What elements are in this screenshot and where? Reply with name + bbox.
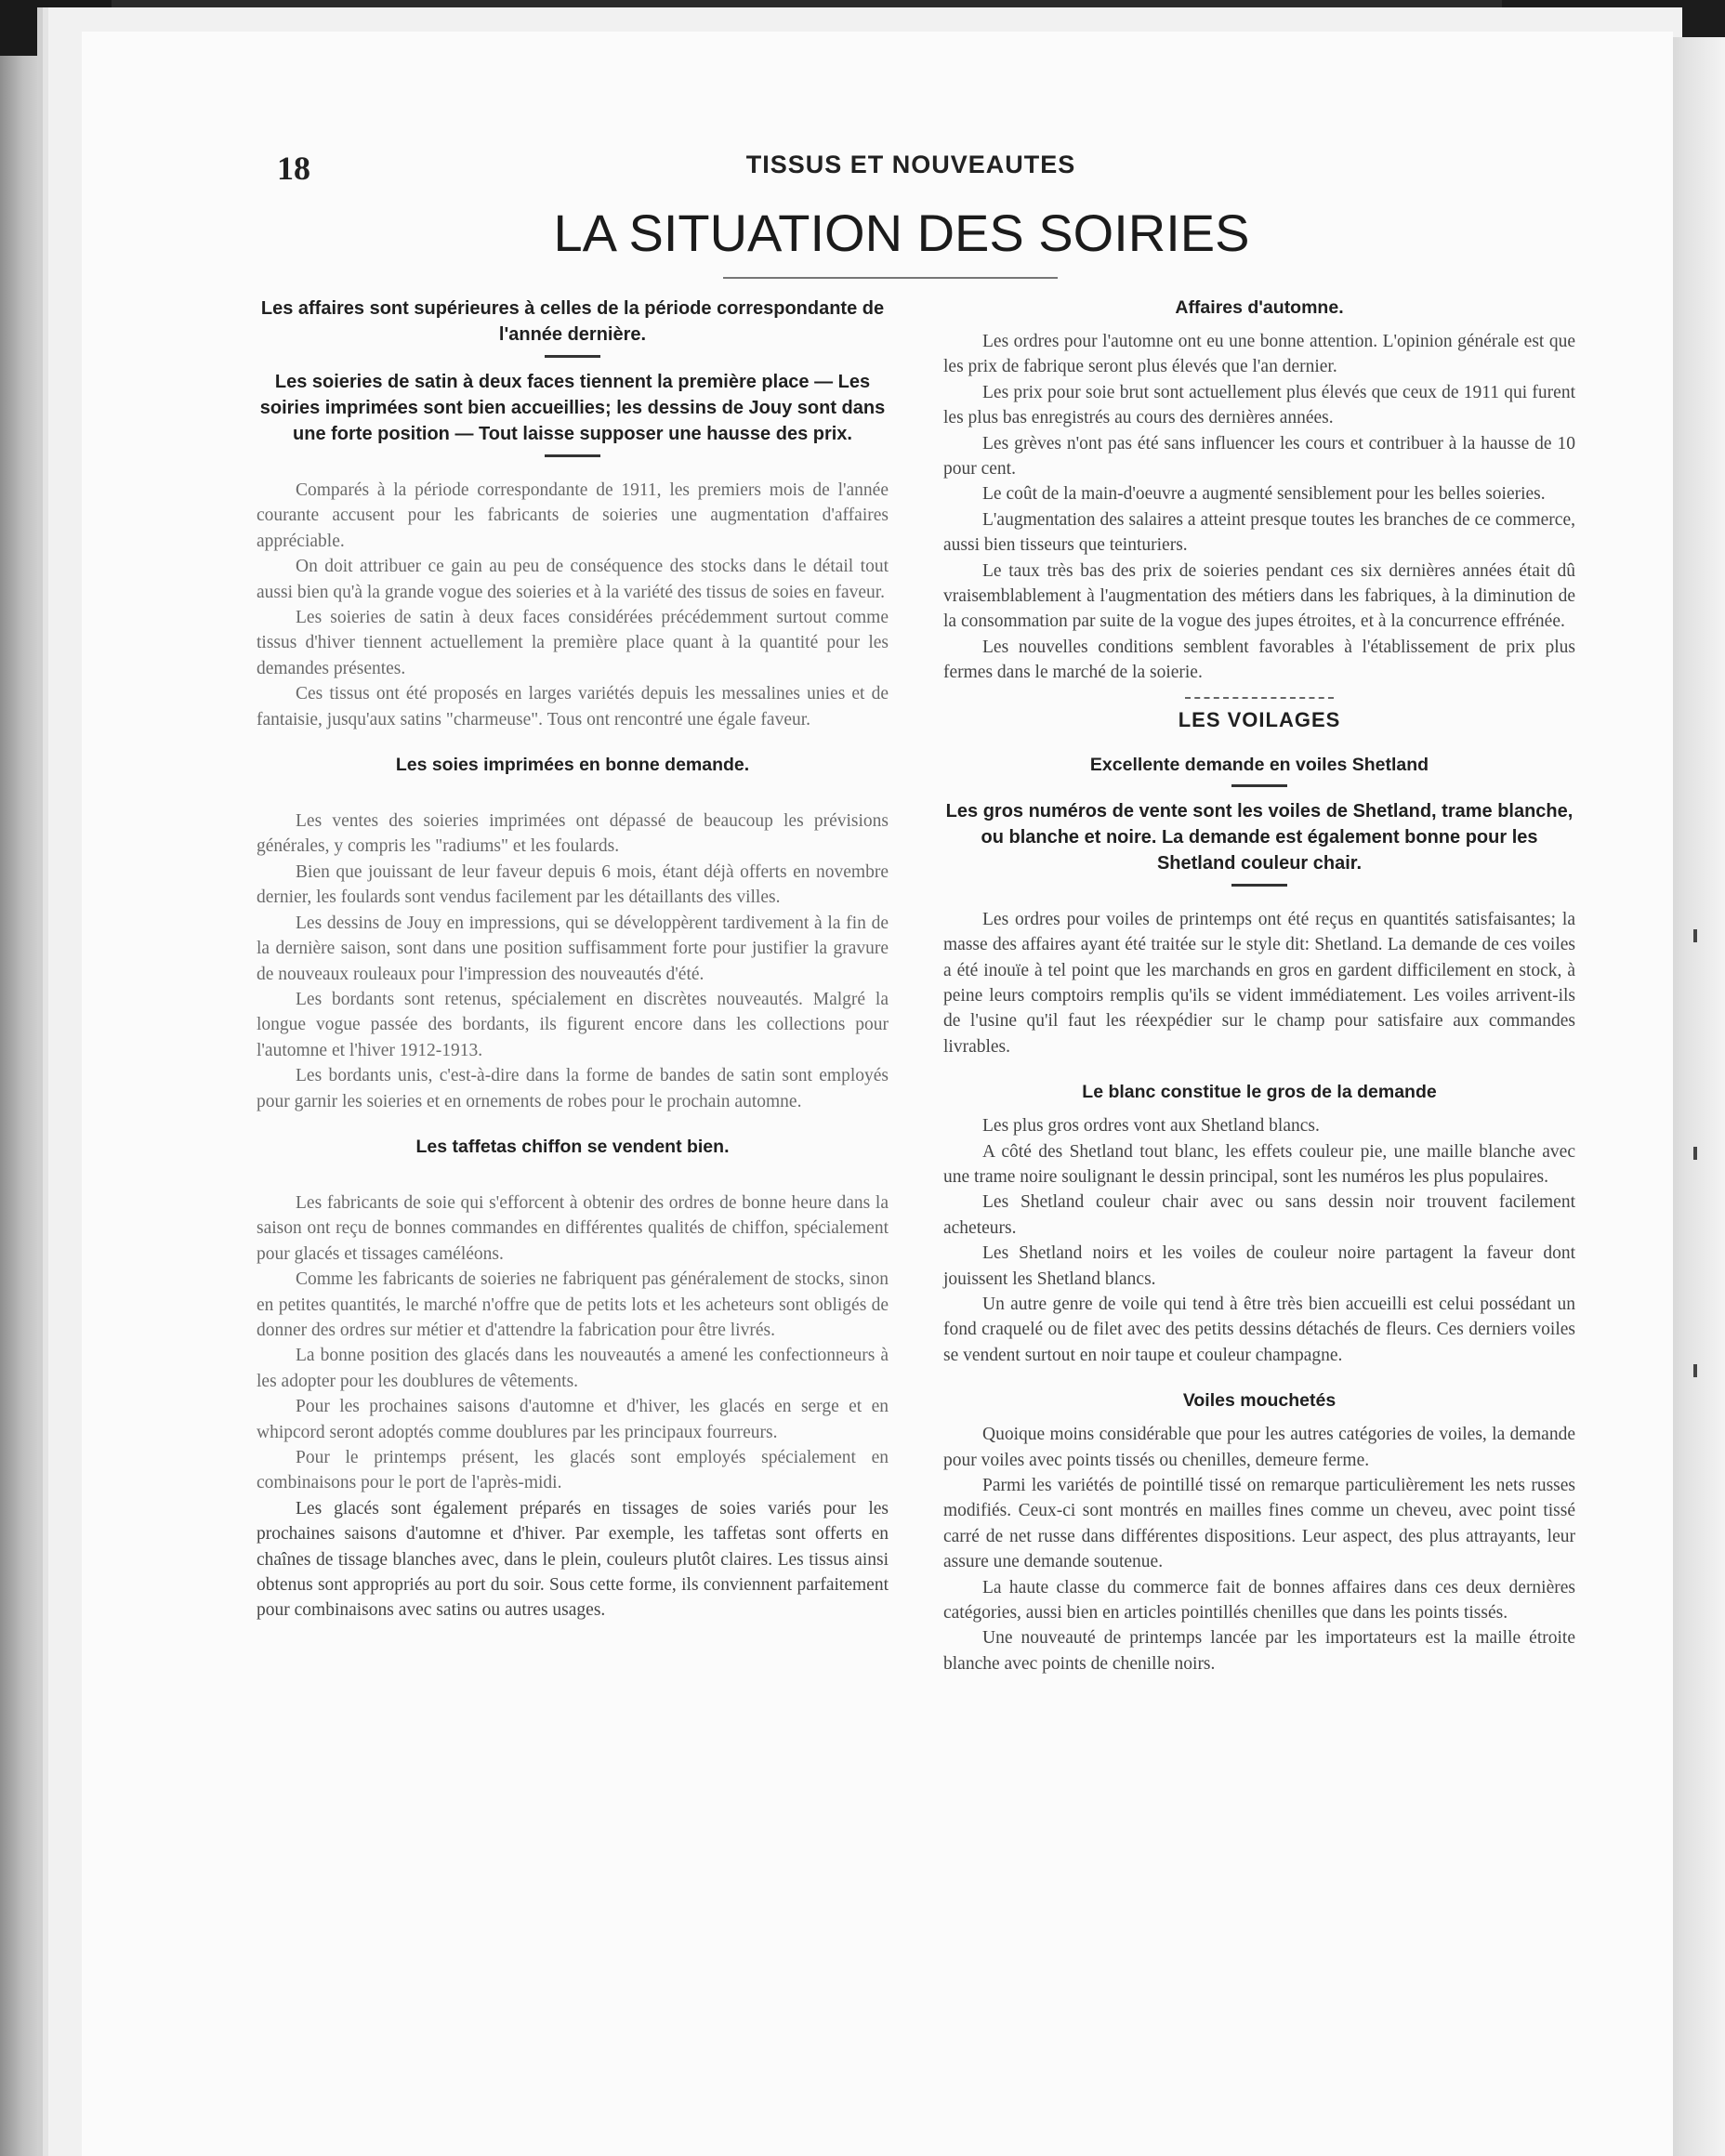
section-divider: [1185, 697, 1334, 699]
paragraph: Comme les fabricants de soieries ne fabriquent pas généralement de stocks, sinon en petites quantités, le marché n'offre que de petits lots et les acheteurs sont obligés de donner des ordres sur métier et d'attendre la fabrication pour être livrés.: [257, 1269, 889, 1340]
voilages-heading: LES VOILAGES: [1178, 707, 1341, 731]
paragraph: Pour les prochaines saisons d'automne et d'hiver, les glacés en serge et en whipcord seront adoptés comme doublures par les principaux fourreurs.: [257, 1397, 889, 1442]
paragraph: Ces tissus ont été proposés en larges variétés depuis les messalines unies et de fantaisie, jusqu'aux satins "charmeuse". Tous ont rencontré une égale faveur.: [257, 684, 889, 730]
paragraph: Les nouvelles conditions semblent favorables à l'établissement de prix plus fermes dans le marché de la soierie.: [943, 637, 1575, 683]
paragraph: Bien que jouissant de leur faveur depuis 6 mois, étant déjà offerts en novembre dernier, les foulards sont vendus facilement par les détaillants des villes.: [257, 861, 889, 908]
paragraph: Les plus gros ordres vont aux Shetland blancs.: [982, 1116, 1320, 1137]
paragraph: Les bordants unis, c'est-à-dire dans la forme de bandes de satin sont employés pour garnir les soieries et en ornements de robes pour le prochain automne.: [257, 1066, 889, 1111]
paragraph: Les dessins de Jouy en impressions, qui se développèrent tardivement à la fin de la dernière saison, sont dans une position suffisamment forte pour justifier la gravure de nouveaux rouleaux pour l'impression des nouveautés d'été.: [257, 913, 889, 984]
short-rule: [1231, 784, 1287, 787]
lead-heading-2: Les soieries de satin à deux faces tiennent la première place — Les soiries imprimées sont bien accueillies; les dessins de Jouy sont dans une forte position — Tout laisse supposer une hausse des prix.: [259, 372, 886, 444]
paragraph: Parmi les variétés de pointillé tissé on remarque particulièrement les nets russes modifiés. Ceux-ci sont montrés en mailles fines comme un cheveu, avec point tissé carré de net russe dans différentes dispositions. Leur aspect, des plus attrayants, leur assure une demande soutenue.: [943, 1476, 1575, 1572]
short-rule: [545, 454, 600, 457]
voilages-lead: Les gros numéros de vente sont les voiles de Shetland, trame blanche, ou blanche et noire. La demande est également bonne pour les Shetland couleur chair.: [945, 800, 1574, 874]
paragraph: Les ventes des soieries imprimées ont dépassé de beaucoup les prévisions générales, y compris les "radiums" et les foulards.: [257, 811, 889, 857]
lead-heading-1: Les affaires sont supérieures à celles de la période correspondante de l'année dernière.: [260, 298, 885, 345]
title-rule: [723, 277, 1058, 279]
page-number: 18: [277, 150, 310, 187]
left-column: [257, 296, 889, 1624]
paragraph: Le taux très bas des prix de soieries pendant ces six dernières années était dû vraisemblablement à l'augmentation des métiers dans les fabriques, à la diminution de la consommation par suite de la vogue des jupes étroites, et à la concurrence effrénée.: [943, 560, 1575, 632]
section-heading: Les soies imprimées en bonne demande.: [395, 755, 750, 776]
paragraph: Les bordants sont retenus, spécialement en discrètes nouveautés. Malgré la longue vogue passée des bordants, ils figurent encore dans les collections pour l'automne et l'hiver 1912-1913.: [257, 989, 889, 1060]
paragraph: Les Shetland noirs et les voiles de couleur noire partagent la faveur dont jouissent les Shetland blancs.: [943, 1243, 1575, 1289]
paragraph: On doit attribuer ce gain au peu de conséquence des stocks dans le détail tout aussi bien qu'à la grande vogue des soieries et à la variété des tissus de soies en faveur.: [257, 557, 889, 602]
paragraph: Une nouveauté de printemps lancée par les importateurs est la maille étroite blanche avec points de chenille noirs.: [943, 1628, 1575, 1674]
voilages-subheading: Excellente demande en voiles Shetland: [1089, 754, 1429, 775]
paragraph: Les ordres pour voiles de printemps ont été reçus en quantités satisfaisantes; la masse des affaires ayant été traitée sur le style dit: Shetland. La demande de ces voiles a été inouïe à tel point que les marchands en gros en gardent difficilement en stock, à peine leurs comptoirs remplis qu'ils se vident immédiatement. Les voiles arrivent-ils de l'usine qu'il faut les réexpédier sur le champ pour satisfaire aux commandes livrables.: [943, 909, 1575, 1057]
paragraph: Un autre genre de voile qui tend à être très bien accueilli est celui possédant un fond craquelé ou de filet avec des petits dessins détachés de fleurs. Ces derniers voiles se vendent surtout en noir taupe et couleur champagne.: [943, 1294, 1575, 1365]
short-rule: [1231, 884, 1287, 887]
paragraph: A côté des Shetland tout blanc, les effets couleur pie, une maille blanche avec une trame noire soulignant le dessin principal, sont les numéros les plus populaires.: [943, 1141, 1575, 1187]
right-column: [943, 296, 1575, 1676]
paragraph: Les soieries de satin à deux faces considérées précédemment surtout comme tissus d'hiver tiennent actuellement la première place quant à la quantité pour les demandes présentes.: [257, 608, 889, 678]
section-heading: Affaires d'automne.: [1175, 297, 1344, 318]
running-head: TISSUS ET NOUVEAUTES: [745, 151, 1076, 178]
paragraph: Le coût de la main-d'oeuvre a augmenté sensiblement pour les belles soieries.: [982, 484, 1546, 505]
paragraph: Les ordres pour l'automne ont eu une bonne attention. L'opinion générale est que les prix de fabrique seront plus élevés que l'an dernier.: [943, 332, 1575, 377]
paragraph: Les fabricants de soie qui s'efforcent à obtenir des ordres de bonne heure dans la saison ont reçu de bonnes commandes en différentes qualités de chiffon, spécialement pour glacés et tissages caméléons.: [257, 1192, 889, 1264]
paragraph: Les Shetland couleur chair avec ou sans dessin noir trouvent facilement acheteurs.: [943, 1192, 1575, 1238]
section-heading: Voiles mouchetés: [1182, 1390, 1337, 1412]
paragraph: La bonne position des glacés dans les nouveautés a amené les confectionneurs à les adopter pour les doublures de vêtements.: [257, 1346, 889, 1391]
paragraph: Comparés à la période correspondante de 1911, les premiers mois de l'année courante accusent pour les fabricants de soieries une augmentation d'affaires appréciable.: [257, 480, 889, 551]
paragraph: Les grèves n'ont pas été sans influencer les cours et contribuer à la hausse de 10 pour cent.: [943, 433, 1575, 480]
paragraph: Les glacés sont également préparés en tissages de soies variés pour les prochaines saisons d'automne et d'hiver. Par exemple, les taffetas sont offerts en chaînes de tissage blanches avec, dans le plein, couleurs plutôt claires. Les tissus ainsi obtenus sont appropriés au port du soir. Sous cette forme, ils conviennent parfaitement pour combinaisons avec satins ou autres usages.: [257, 1498, 889, 1621]
paragraph: Les prix pour soie brut sont actuellement plus élevés que ceux de 1911 qui furent les plus bas enregistrés au cours des dernières années.: [943, 382, 1575, 428]
edge-marks: [1693, 929, 1697, 1582]
section-heading: Le blanc constitue le gros de la demande: [1082, 1082, 1437, 1103]
paragraph: Pour le printemps présent, les glacés sont employés spécialement en combinaisons pour le port de l'après-midi.: [257, 1448, 889, 1493]
paragraph: Quoique moins considérable que pour les autres catégories de voiles, la demande pour voiles avec points tissés ou chenilles, demeure ferme.: [943, 1425, 1575, 1470]
paragraph: L'augmentation des salaires a atteint presque toutes les branches de ce commerce, aussi bien tisseurs que teinturiers.: [943, 509, 1575, 556]
article-title: LA SITUATION DES SOIRIES: [553, 204, 1250, 262]
short-rule: [545, 355, 600, 358]
paragraph: La haute classe du commerce fait de bonnes affaires dans ces deux dernières catégories, aussi bien en articles pointillés chenilles que dans les points tissés.: [943, 1577, 1575, 1624]
section-heading: Les taffetas chiffon se vendent bien.: [415, 1136, 730, 1157]
